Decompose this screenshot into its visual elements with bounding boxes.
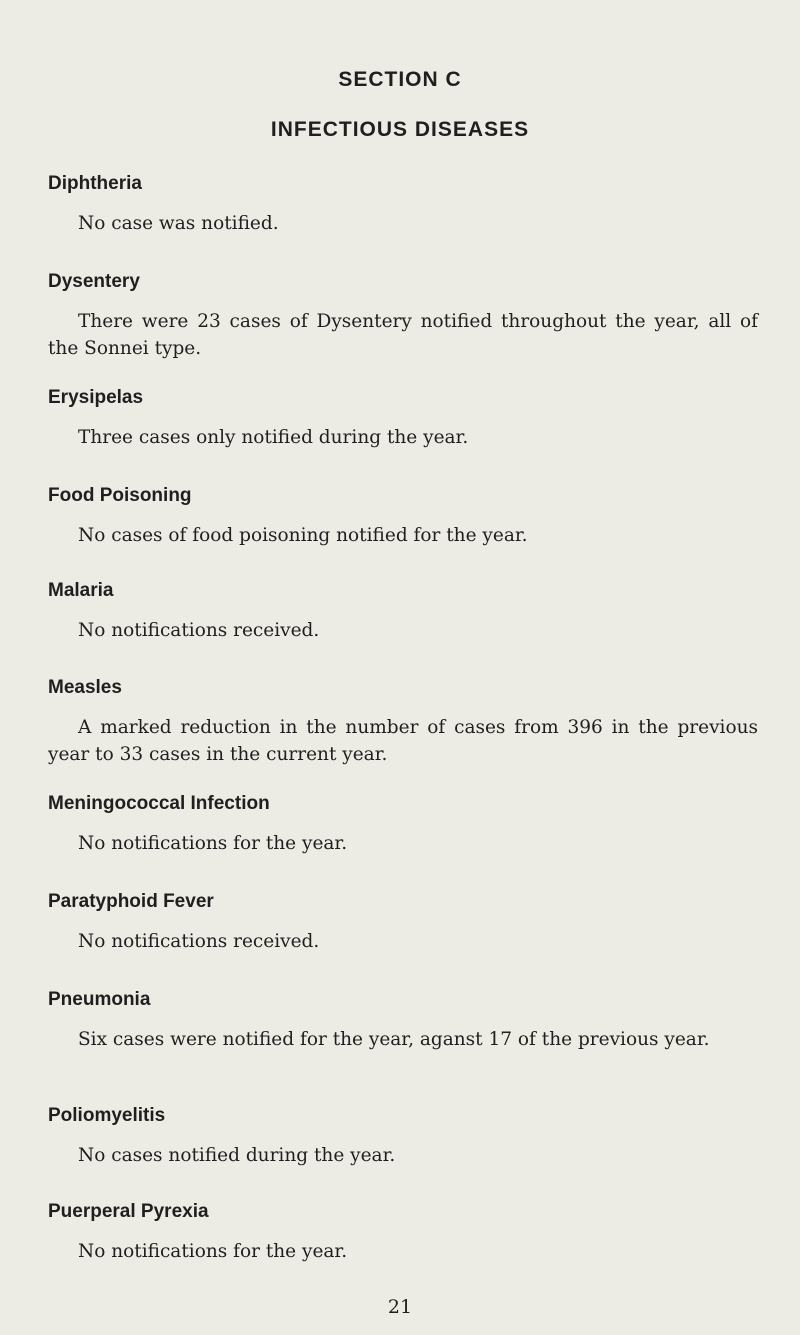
entry-text: No notifications for the year. [78, 1241, 348, 1262]
entry-heading: Measles [48, 677, 122, 698]
entry-heading: Pneumonia [48, 989, 151, 1010]
entry-text: There were 23 cases of Dysentery notified throughout the year, all of the Sonnei type. [48, 311, 758, 359]
entry-text: A marked reduction in the number of cases from 396 in the previous year to 33 cases in the current year. [48, 717, 758, 765]
entry-text: No notifications for the year. [78, 833, 348, 854]
entry-text: No cases of food poisoning notified for the year. [78, 525, 528, 546]
entry-pneumonia [48, 988, 758, 1053]
entry-heading: Paratyphoid Fever [48, 891, 214, 912]
entry-heading: Erysipelas [48, 387, 144, 408]
entry-heading: Malaria [48, 580, 114, 601]
entry-paratyphoid-fever [48, 890, 758, 955]
page-title: INFECTIOUS DISEASES [270, 118, 530, 141]
entry-malaria [48, 579, 758, 644]
entry-puerperal-pyrexia [48, 1200, 758, 1265]
section-label: SECTION C [338, 68, 462, 91]
entry-text: No notifications received. [78, 931, 320, 952]
entry-measles [48, 676, 758, 768]
entry-text: Six cases were notified for the year, aganst 17 of the previous year. [78, 1029, 710, 1050]
entry-heading: Meningococcal Infection [48, 793, 270, 814]
entry-heading: Food Poisoning [48, 485, 192, 506]
entry-heading: Poliomyelitis [48, 1105, 166, 1126]
entry-text: No notifications received. [78, 620, 320, 641]
entry-text: Three cases only notified during the year. [78, 427, 469, 448]
entry-heading: Dysentery [48, 271, 140, 292]
entry-diphtheria [48, 172, 758, 237]
page-number: 21 [387, 1296, 413, 1318]
entry-text: No cases notified during the year. [78, 1145, 396, 1166]
entry-poliomyelitis [48, 1104, 758, 1169]
entry-meningococcal-infection [48, 792, 758, 857]
entry-dysentery [48, 270, 758, 362]
entry-food-poisoning [48, 484, 758, 549]
entry-text: No case was notified. [78, 213, 279, 234]
entry-erysipelas [48, 386, 758, 451]
entry-heading: Diphtheria [48, 173, 142, 194]
entry-heading: Puerperal Pyrexia [48, 1201, 209, 1222]
